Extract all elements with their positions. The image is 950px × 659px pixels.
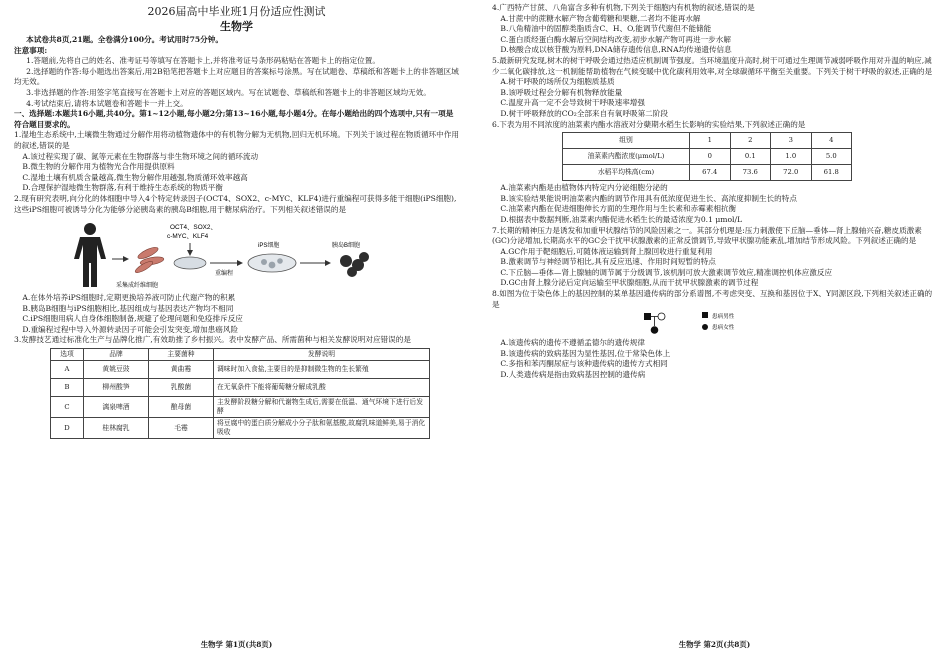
table-row — [51, 397, 430, 418]
q6-cell: 2 — [730, 133, 771, 149]
page-right — [492, 0, 937, 659]
section-1-heading: 一、选择题:本题共16小题,共40分。第1~12小题,每小题2分;第13~16小题,每小题4分。在每小题给出的四个选项中,只有一项是符合题目要求的。 — [14, 109, 454, 129]
q1-option-c: C.湿地土壤有机质含量越高,微生物分解作用越强,物质循环效率越高 — [22, 172, 248, 182]
factors-label-1: OCT4、SOX2、 — [170, 224, 217, 232]
q2-option-a: A.在体外培养iPS细胞时,定期更换培养液可防止代谢产物的积累 — [22, 293, 236, 303]
q6-option-a: A.油菜素内酯是由植物体内特定内分泌细胞分泌的 — [500, 183, 668, 193]
q3-th: 主要菌种 — [149, 349, 214, 361]
page-left — [14, 0, 459, 659]
person-icon — [74, 223, 106, 287]
table-row — [563, 165, 852, 181]
pedigree-figure — [642, 311, 937, 337]
q1-stem: 1.湿地生态系统中,土壤微生物通过分解作用将动植物遗体中的有机物分解为无机物,回归无机环境。下列关于该过程在物质循环中作用的叙述,错误的是 — [14, 130, 459, 150]
q3-cell: D — [51, 418, 84, 439]
legend-female-label: 患病女性 — [712, 325, 735, 332]
q3-th: 选项 — [51, 349, 84, 361]
page-footer-left: 生物学 第1页(共8页) — [200, 640, 273, 650]
q4-stem: 4.广西特产甘蔗、八角富含多种有机物,下列关于细胞内有机物的叙述,错误的是 — [492, 3, 755, 12]
q7-option-c: C.下丘脑—垂体—肾上腺轴的调节属于分级调节,该机制可放大激素调节效应,精准调控机体应激反应 — [500, 267, 833, 277]
pedigree-mother — [658, 313, 665, 320]
q6-cell: 0 — [690, 149, 731, 165]
q3-cell: 主发酵阶段糖分解和代谢物生成后,需要在低温、通气环境下进行后发酵 — [214, 397, 430, 418]
collect-label: 采集成纤维细胞 — [116, 283, 159, 290]
q3-stem: 3.发酵技艺通过标准化生产与品牌化推广,有效助推了乡村振兴。表中发酵产品、所需菌种与相关发酵说明对应错误的是 — [14, 335, 411, 345]
q7-option-b: B.激素调节与神经调节相比,具有反应迅速、作用时间短暂的特点 — [500, 257, 716, 267]
q6-cell: 61.8 — [811, 165, 852, 181]
q4-option-c: C.蛋白质经蛋白酶水解后空间结构改变,初步水解产物可再进一步水解 — [500, 34, 731, 44]
islet-b-cells — [340, 252, 369, 277]
q6-cell: 1 — [690, 133, 731, 149]
q6-cell: 67.4 — [690, 165, 731, 181]
q4-option-a: A.甘蔗中的蔗糖水解产物含葡萄糖和果糖,二者均不能再水解 — [500, 13, 701, 23]
q6-cell: 水稻平均株高(cm) — [563, 165, 690, 181]
q6-cell: 73.6 — [730, 165, 771, 181]
q6-cell: 油菜素内酯浓度(μmol/L) — [563, 149, 690, 165]
q3-cell: A — [51, 361, 84, 379]
table-row — [51, 361, 430, 379]
q6-option-b: B.该实验结果能说明油菜素内酯的调节作用具有低浓度促进生长、高浓度抑制生长的特点 — [500, 193, 797, 203]
q4-option-d: D.核酸合成以核苷酸为原料,DNA储存遗传信息,RNA均传递遗传信息 — [500, 45, 732, 55]
q7-option-d: D.GC由肾上腺分泌后定向运输至甲状腺细胞,从而干扰甲状腺激素的调节过程 — [500, 278, 759, 288]
q3-th: 品牌 — [84, 349, 149, 361]
q2-option-c: C.iPS细胞用病人自身体细胞制备,规避了伦理问题和免疫排斥反应 — [22, 314, 243, 324]
q3-cell: 黄曲霉 — [149, 361, 214, 379]
q8-option-a: A.该遗传病的遗传不遵循孟德尔的遗传规律 — [500, 338, 645, 348]
ips-figure — [50, 217, 459, 291]
q3-cell: B — [51, 379, 84, 397]
q3-cell: 调味时加入食盐,主要目的是抑制微生物的生长繁殖 — [214, 361, 430, 379]
q6-option-c: C.油菜素内酯在促进细胞伸长方面的生理作用与生长素和赤霉素相抗衡 — [500, 204, 737, 214]
table-row — [563, 133, 852, 149]
q5-stem: 5.最新研究发现,树木的树干呼吸会通过热适应机制调节强度。当环境温度升高时,树干可通过生理调节减弱呼吸作用对升温的响应,减少二氧化碳排放,这一机制能帮助植物在气候变暖中优化碳利用效率,对全球碳循环平衡至关重要。下列关于树干呼吸的叙述,正确的是 — [492, 55, 933, 76]
q6-stem: 6.下表为用不同浓度的油菜素内酯水溶液对分蘖期水稻生长影响的实验结果,下列叙述正确的是 — [492, 119, 806, 129]
culture-dish — [174, 257, 206, 269]
q6-option-d: D.根据表中数据判断,油菜素内酯促进水稻生长的最适浓度为0.1 μmol/L — [500, 214, 743, 224]
reprogram-label: 重编程 — [215, 271, 234, 278]
q3-cell: 酿母菌 — [149, 397, 214, 418]
q2-option-b: B.胰岛B细胞与iPS细胞相比,基因组成与基因表达产物均不相同 — [22, 303, 234, 313]
q6-table — [562, 132, 852, 181]
q8-stem: 8.如图为位于染色体上的基因控制的某单基因遗传病的部分系谱图,不考虑突变、互换和基因位于X、Y同源区段,下列相关叙述正确的是 — [492, 289, 933, 309]
q3-cell: 毛霉 — [149, 418, 214, 439]
table-row — [563, 149, 852, 165]
q1-option-b: B.微生物的分解作用为植物光合作用提供原料 — [22, 162, 175, 172]
q6-cell: 组别 — [563, 133, 690, 149]
q7-option-a: A.GC作用于靶细胞后,可随体液运输到肾上腺回收进行重复利用 — [500, 246, 713, 256]
pedigree-father-affected — [644, 313, 651, 320]
q5-option-b: B.该呼吸过程会分解有机物释放能量 — [500, 87, 623, 97]
legend-male-icon — [702, 312, 708, 318]
subject-title: 生物学 — [220, 20, 253, 33]
ips-diagram — [50, 217, 430, 291]
q1-option-d: D.合理保护湿地微生物群落,有利于维持生态系统的物质平衡 — [22, 183, 223, 193]
pedigree-daughter-affected — [651, 326, 659, 334]
exam-title: 2026届高中毕业班1月份适应性测试 — [147, 5, 326, 18]
q6-cell: 3 — [771, 133, 812, 149]
q3-cell: 黄姚豆豉 — [84, 361, 149, 379]
q3-cell: 漓泉啤酒 — [84, 397, 149, 418]
q3-th: 发酵说明 — [214, 349, 430, 361]
q8-option-d: D.人类遗传病是指由致病基因控制的遗传病 — [500, 370, 646, 380]
note-2: 2.选择题的作答:每小题选出答案后,用2B铅笔把答题卡上对应题目的答案标号涂黑。写在试题卷、草稿纸和答题卡上的非答题区域均无效。 — [14, 66, 459, 87]
q2-stem: 2.现有研究表明,向分化的体细胞中导入4个特定转录因子(OCT4、SOX2、c-MYC、KLF4)进行重编程可获得多能干细胞(iPS细胞),这些iPS细胞可被诱导分化为能够分泌胰岛素的胰岛B细胞,用于糖尿病治疗。下列相关叙述错误的是 — [14, 193, 457, 214]
notes-title: 注意事项: — [14, 45, 48, 55]
q3-cell: 在无氧条件下能将葡萄糖分解成乳酸 — [214, 379, 430, 397]
q6-cell: 1.0 — [771, 149, 812, 165]
q3-cell: 乳酸菌 — [149, 379, 214, 397]
note-4: 4.考试结束后,请将本试题卷和答题卡一并上交。 — [26, 98, 188, 108]
table-row — [51, 379, 430, 397]
q1-option-a: A.该过程实现了碳、氮等元素在生物群落与非生物环境之间的循环流动 — [22, 151, 259, 161]
q3-cell: 将豆腐中的蛋白质分解成小分子肽和氨基酸,故腐乳味道鲜美,易于消化吸收 — [214, 418, 430, 439]
pedigree-chart — [642, 311, 842, 337]
fibroblast-cells — [134, 245, 165, 274]
note-1: 1.答题前,先将自己的姓名、准考证号等填写在答题卡上,并将准考证号条形码粘贴在答题卡上的指定位置。 — [26, 56, 380, 66]
q6-cell: 0.1 — [730, 149, 771, 165]
q6-cell: 72.0 — [771, 165, 812, 181]
factors-label-2: c-MYC、KLF4 — [167, 233, 209, 241]
q4-option-b: B.八角精油中的固醇类脂质含C、H、O,能调节代谢但不能储能 — [500, 24, 712, 34]
q5-option-a: A.树干呼吸的场所仅为细胞质基质 — [500, 77, 615, 87]
q6-cell: 4 — [811, 133, 852, 149]
q3-cell: C — [51, 397, 84, 418]
q5-option-c: C.温度升高一定不会导致树干呼吸速率增强 — [500, 98, 645, 108]
note-3: 3.非选择题的作答:用签字笔直接写在答题卡上对应的答题区域内。写在试题卷、草稿纸和答题卡上的非答题区域均无效。 — [26, 87, 431, 97]
q6-cell: 5.0 — [811, 149, 852, 165]
page-footer-right: 生物学 第2页(共8页) — [678, 640, 751, 650]
q5-option-d: D.树干呼吸释放的CO₂全部来自有氧呼吸第二阶段 — [500, 108, 668, 118]
q3-cell: 桂林腐乳 — [84, 418, 149, 439]
q3-cell: 柳州酸笋 — [84, 379, 149, 397]
q3-table — [50, 348, 430, 439]
q7-stem: 7.长期的精神压力是诱发和加重甲状腺结节的风险因素之一。其部分机理是:压力刺激使下丘脑—垂体—肾上腺轴兴奋,糖皮质激素(GC)分泌增加,长期高水平的GC会干扰甲状腺激素的正常反馈调节,导致甲状腺功能紊乱,增加结节形成风险。下列叙述正确的是 — [492, 225, 922, 246]
q2-option-d: D.重编程过程中导入外源转录因子可能会引发突变,增加患癌风险 — [22, 324, 239, 334]
table-row — [51, 418, 430, 439]
q8-option-b: B.该遗传病的致病基因为显性基因,位于常染色体上 — [500, 348, 671, 358]
legend-male-label: 患病男性 — [712, 314, 735, 321]
legend-female-icon — [702, 324, 708, 330]
q3-table-header — [51, 349, 430, 361]
ips-label: iPS细胞 — [258, 243, 280, 250]
islet-label: 胰岛B细胞 — [332, 243, 361, 250]
q8-option-c: C.多指和苯丙酮尿症与该种遗传病的遗传方式相同 — [500, 359, 668, 369]
exam-info: 本试卷共8页,21题。全卷满分100分。考试用时75分钟。 — [26, 35, 223, 44]
